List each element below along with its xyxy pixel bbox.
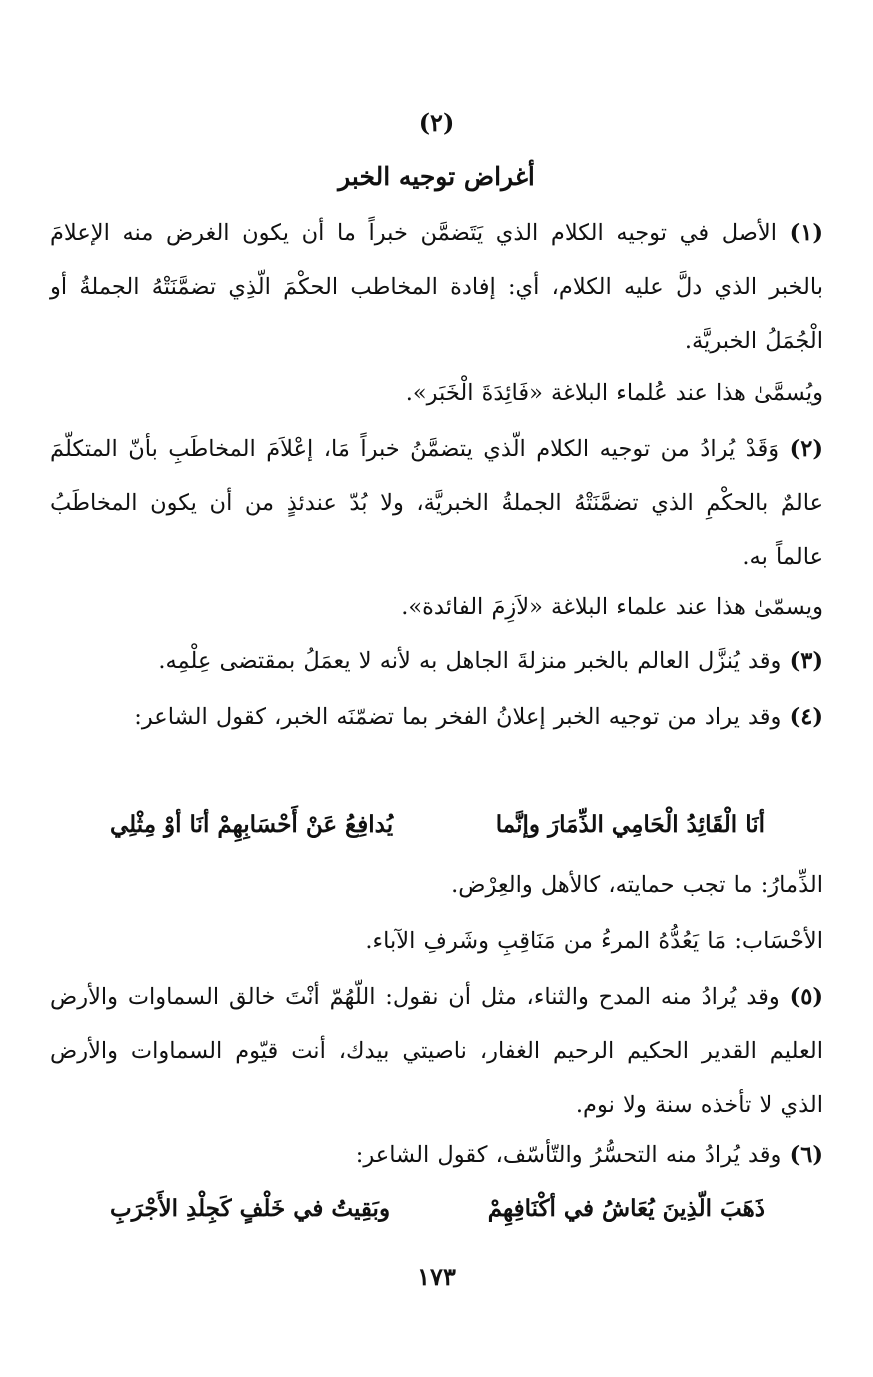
paragraph-text: الأصل في توجيه الكلام الذي يَتَضمَّن خبراً ما أن يكون الغرض منه الإعلامَ بالخبر الذي دلَّ عليه الكلام، أي: إفادة المخاطب الحكْمَ الّذِي تضمَّنَتْهُ الجملةُ أو الْجُمَلُ الخبريَّة. — [50, 220, 823, 354]
first-hemistich: أنَا الْقَائِدُ الْحَامِي الذِّمَارَ وإنَّما — [495, 811, 765, 838]
paragraph-text: وقد يُرادُ منه التحسُّرُ والتّأسّف، كقول الشاعر: — [355, 1142, 782, 1168]
poem-verse-2 — [110, 1182, 765, 1236]
poem-verse-1 — [110, 798, 765, 852]
page-title: أغراض توجيه الخبر — [338, 162, 535, 191]
paragraph-number: (٦) — [789, 1142, 823, 1168]
paragraph-4 — [50, 690, 823, 744]
first-hemistich: ذَهَبَ الّذِينَ يُعَاشُ في أكْنَافِهِمْ — [487, 1195, 765, 1222]
paragraph-text: وقد يُرادُ منه المدح والثناء، مثل أن نقول: اللّهُمّ أنْتَ خالق السماوات والأرض العليم القدير الحكيم الرحيم الغفار، ناصيتي بيدك، أنت قيّوم السماوات والأرض الذي لا تأخذه سنة ولا نوم. — [50, 984, 823, 1118]
paragraph-number: (٣) — [789, 648, 823, 674]
paragraph-1-note: ويُسمَّىٰ هذا عند عُلماء البلاغة «فَائِدَةَ الْخَبَر». — [405, 380, 823, 406]
paragraph-1 — [50, 206, 823, 368]
paragraph-2-note: ويسمّىٰ هذا عند علماء البلاغة «لاَزِمَ الفائدة». — [401, 594, 823, 620]
second-hemistich: وبَقِيتُ في خَلْفٍ كَجِلْدِ الأَجْرَبِ — [110, 1195, 391, 1222]
paragraph-3 — [50, 634, 823, 688]
paragraph-text: وقد يراد من توجيه الخبر إعلانُ الفخر بما تضمّنَه الخبر، كقول الشاعر: — [134, 704, 782, 730]
gloss-ahsab: الأحْسَاب: مَا يَعُدُّهُ المرءُ من مَنَاقِبِ وشَرفِ الآباء. — [365, 928, 823, 954]
paragraph-number: (٤) — [789, 704, 823, 730]
gloss-dhimar: الذِّمارُ: ما تجب حمايته، كالأهل والعِرْض. — [451, 872, 823, 898]
second-hemistich: يُدافِعُ عَنْ أَحْسَابِهِمْ أنَا أوْ مِثْلِي — [110, 811, 394, 838]
paragraph-6 — [50, 1128, 823, 1182]
section-number: (٢) — [418, 108, 455, 137]
paragraph-text: وقد يُنزَّل العالم بالخبر منزلةَ الجاهل به لأنه لا يعمَلُ بمقتضى عِلْمِه. — [158, 648, 782, 674]
paragraph-number: (٢) — [789, 436, 823, 462]
paragraph-5 — [50, 970, 823, 1132]
paragraph-number: (١) — [789, 220, 823, 246]
page-number: ١٧٣ — [417, 1262, 456, 1291]
paragraph-text: وَقَدْ يُرادُ من توجيه الكلام الّذي يتضمَّنُ خبراً مَا، إعْلاَمَ المخاطَبِ بأنّ المتكلّمَ عالمٌ بالحكْمِ الذي تضمَّنَتْهُ الجملةُ الخبريَّة، ولا بُدّ عندئذٍ من أن يكون المخاطَبُ عالماً به. — [50, 436, 823, 570]
paragraph-number: (٥) — [789, 984, 823, 1010]
paragraph-2 — [50, 422, 823, 584]
